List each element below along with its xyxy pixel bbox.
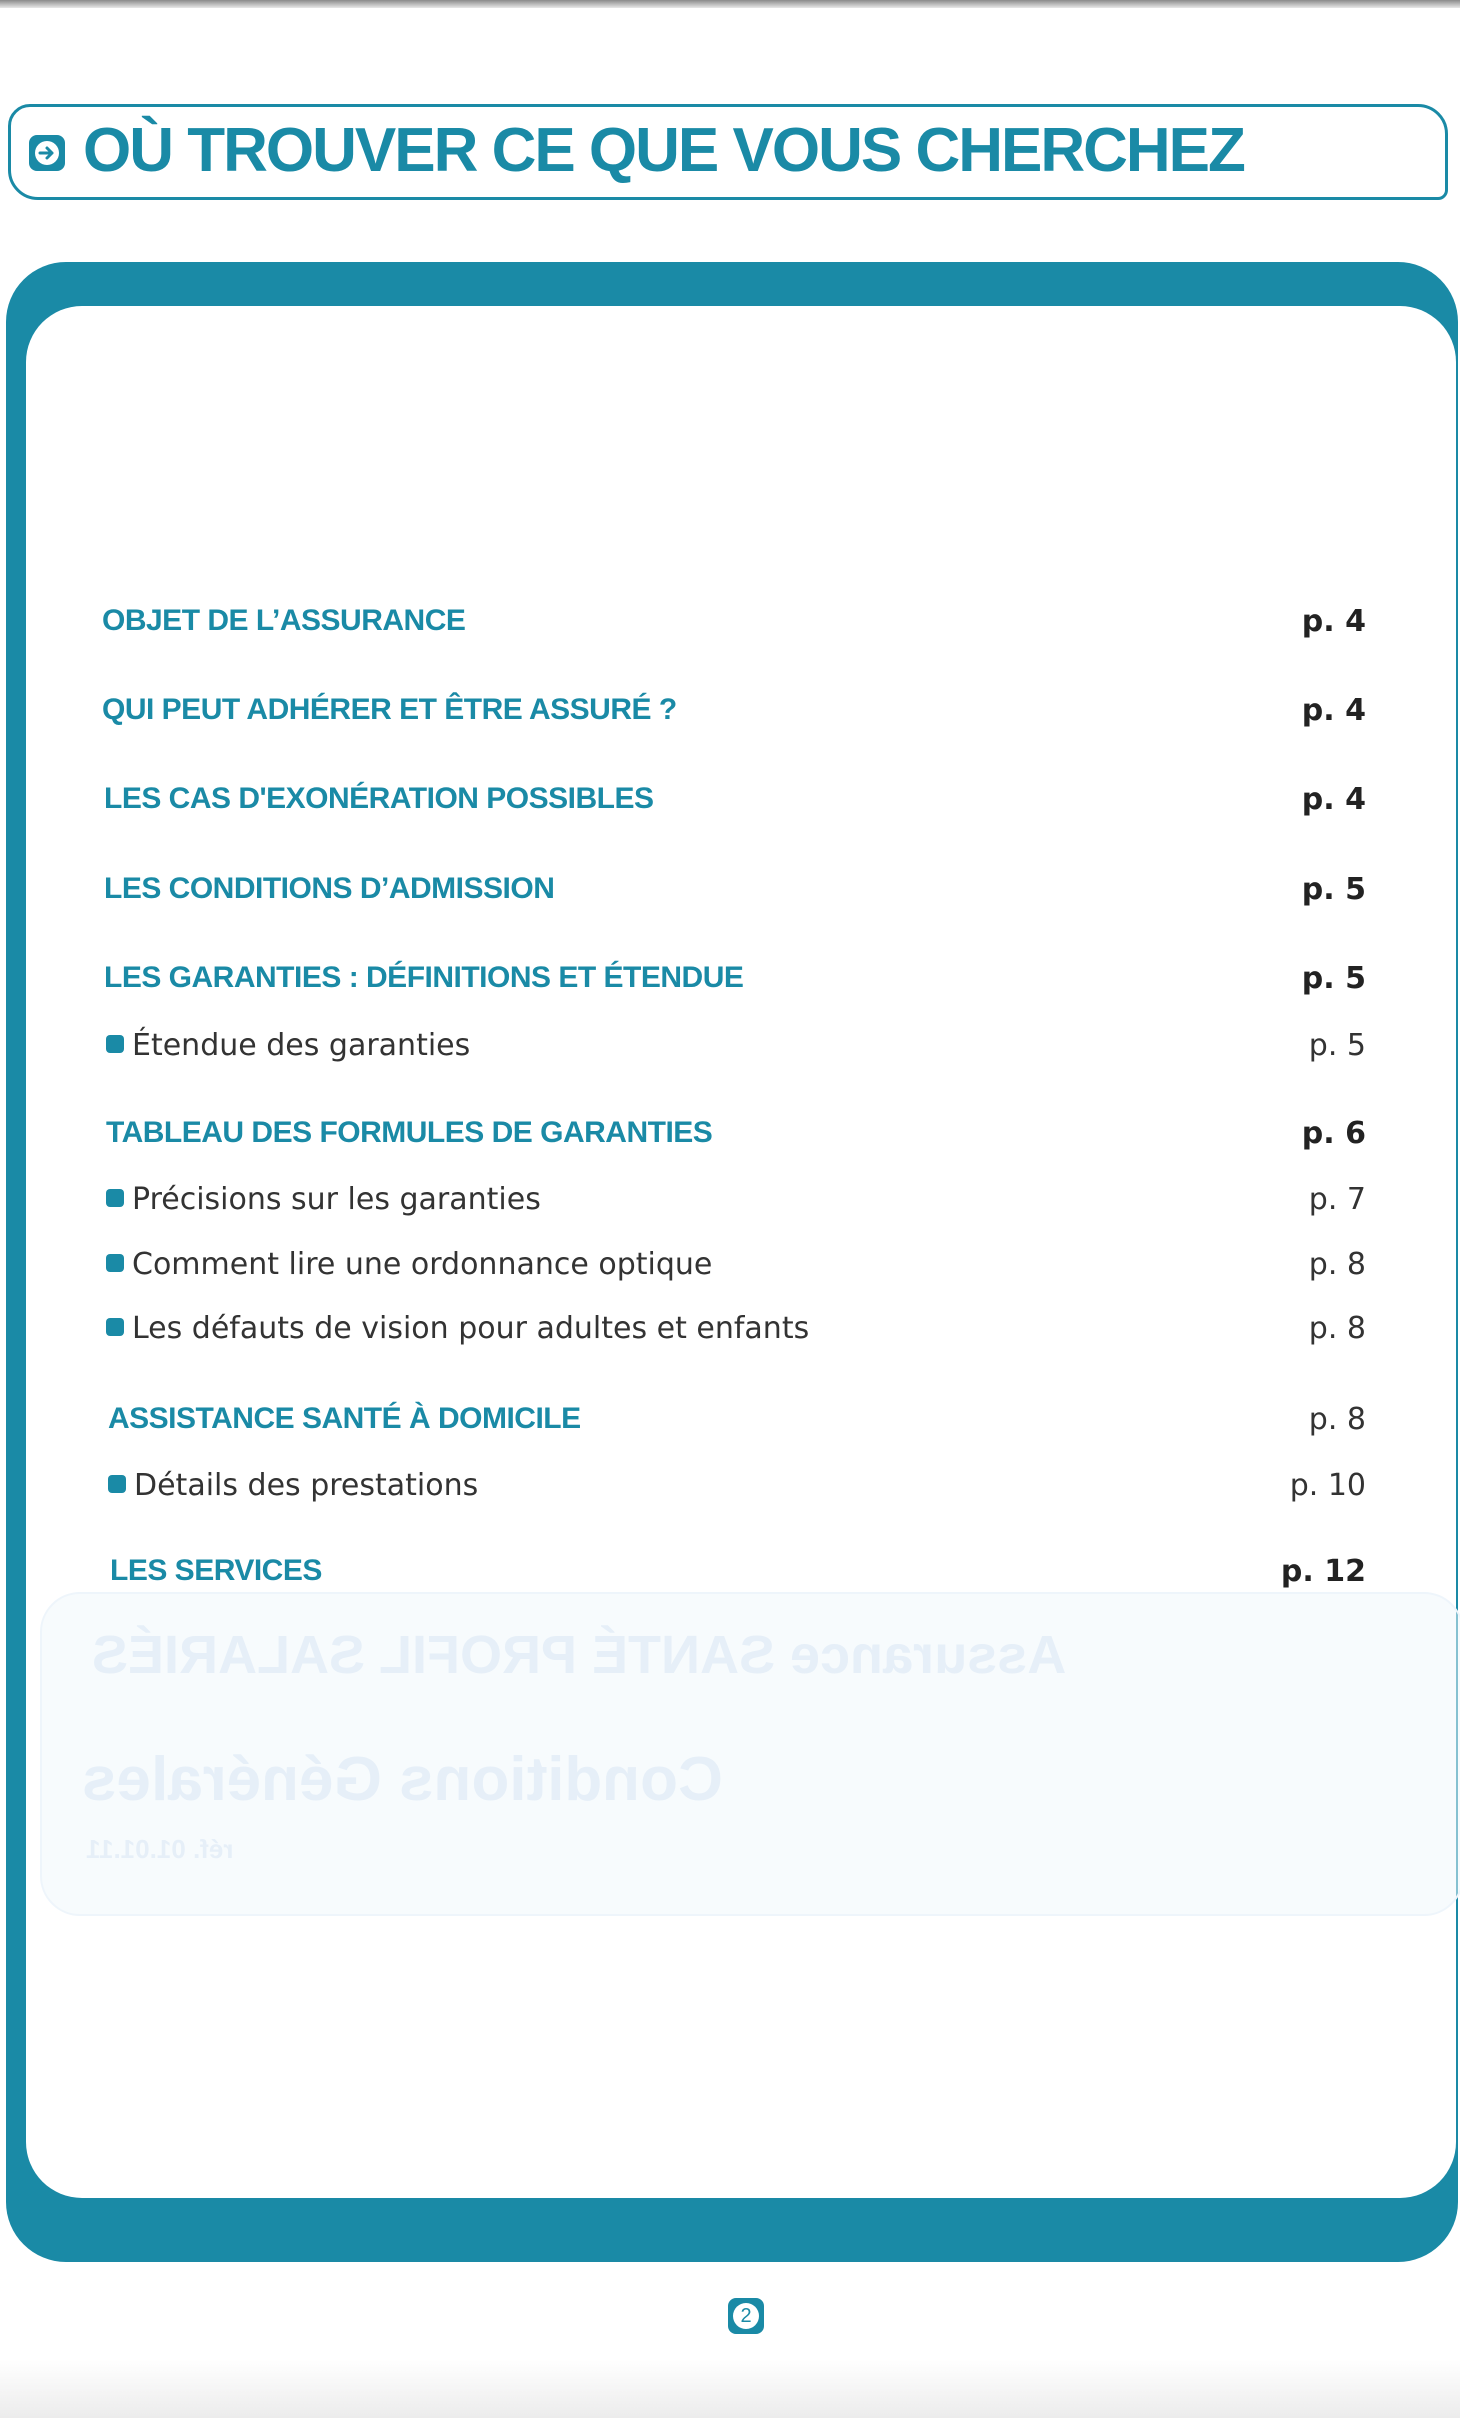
bullet-icon — [106, 1189, 124, 1207]
scan-bottom-shade — [0, 2360, 1460, 2418]
toc-item[interactable] — [0, 1116, 1460, 1166]
toc-item[interactable] — [0, 782, 1460, 832]
toc-page-ref: p. 6 — [1301, 1116, 1366, 1151]
mirrored-stamp — [40, 1592, 1460, 1916]
toc-item[interactable] — [0, 1247, 1460, 1297]
bullet-icon — [106, 1035, 124, 1053]
stamp-line-2: Conditions Générales — [82, 1745, 723, 1814]
toc-page-ref: p. 8 — [1308, 1311, 1366, 1346]
toc-page-ref: p. 5 — [1301, 872, 1366, 907]
toc-item[interactable] — [0, 1468, 1460, 1518]
toc-section-title: OBJET DE L’ASSURANCE — [102, 604, 466, 637]
toc-item[interactable] — [0, 1402, 1460, 1452]
toc-page-ref: p. 5 — [1308, 1028, 1366, 1063]
toc-page-ref: p. 4 — [1301, 604, 1366, 639]
toc-item[interactable] — [0, 1182, 1460, 1232]
toc-section-title: LES SERVICES — [110, 1554, 322, 1587]
stamp-line-1: Assurance SANTÉ PROFIL SALARIÉS — [92, 1625, 1067, 1685]
toc-page-ref: p. 10 — [1289, 1468, 1366, 1503]
toc-item[interactable] — [0, 961, 1460, 1011]
toc-subitem-label: Précisions sur les garanties — [132, 1182, 541, 1217]
toc-subitem-label: Les défauts de vision pour adultes et enfants — [132, 1311, 810, 1346]
toc-subitem — [106, 1311, 809, 1346]
toc-subitem-label: Comment lire une ordonnance optique — [132, 1247, 713, 1282]
toc-item[interactable] — [0, 693, 1460, 743]
page-header — [8, 104, 1448, 200]
toc-item[interactable] — [0, 1554, 1460, 1604]
page-title: OÙ TROUVER CE QUE VOUS CHERCHEZ — [83, 116, 1244, 185]
stamp-line-3: réf. 01.01.11 — [86, 1834, 234, 1864]
bullet-icon — [106, 1254, 124, 1272]
toc-page-ref: p. 8 — [1308, 1247, 1366, 1282]
scan-top-edge — [0, 0, 1460, 8]
arrow-right-icon — [29, 135, 65, 171]
toc-item[interactable] — [0, 872, 1460, 922]
toc-page-ref: p. 4 — [1301, 693, 1366, 728]
toc-item[interactable] — [0, 1311, 1460, 1361]
toc-section-title: QUI PEUT ADHÉRER ET ÊTRE ASSURÉ ? — [102, 693, 677, 726]
toc-subitem — [106, 1182, 541, 1217]
page-number: 2 — [733, 2303, 759, 2329]
toc-subitem — [106, 1028, 470, 1063]
toc-page-ref: p. 5 — [1301, 961, 1366, 996]
toc-section-title: LES CONDITIONS D’ADMISSION — [104, 872, 555, 905]
toc-page-ref: p. 4 — [1301, 782, 1366, 817]
bullet-icon — [106, 1318, 124, 1336]
toc-section-title: LES CAS D'EXONÉRATION POSSIBLES — [104, 782, 654, 815]
toc-section-title: TABLEAU DES FORMULES DE GARANTIES — [106, 1116, 713, 1149]
page-number-badge — [728, 2298, 764, 2334]
toc-item[interactable] — [0, 604, 1460, 654]
toc-page-ref: p. 12 — [1280, 1554, 1366, 1589]
toc-subitem — [106, 1247, 712, 1282]
toc-section-title: LES GARANTIES : DÉFINITIONS ET ÉTENDUE — [104, 961, 744, 994]
toc-page-ref: p. 7 — [1308, 1182, 1366, 1217]
toc-subitem — [108, 1468, 478, 1503]
bullet-icon — [108, 1475, 126, 1493]
toc-subitem-label: Étendue des garanties — [132, 1028, 471, 1063]
toc-subitem-label: Détails des prestations — [134, 1468, 479, 1503]
toc-section-title: ASSISTANCE SANTÉ À DOMICILE — [108, 1402, 581, 1435]
toc-item[interactable] — [0, 1028, 1460, 1078]
toc-page-ref: p. 8 — [1308, 1402, 1366, 1437]
